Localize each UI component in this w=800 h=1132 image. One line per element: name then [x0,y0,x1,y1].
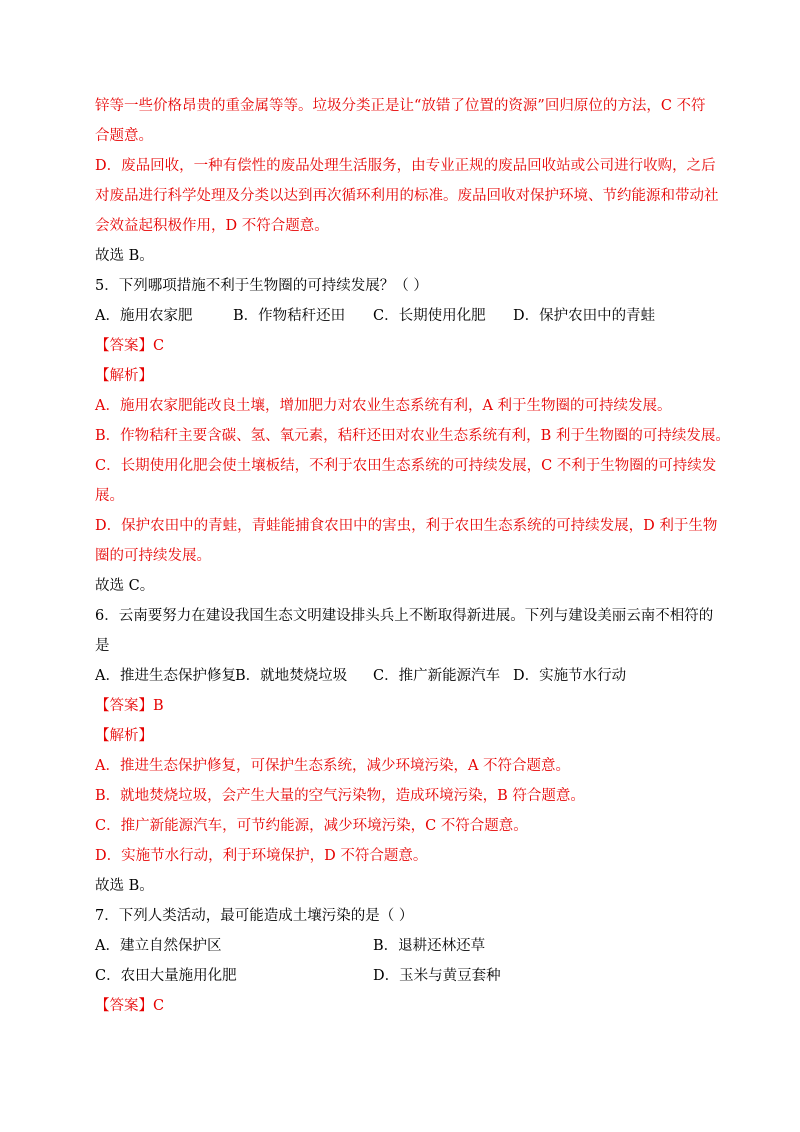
q5-analysis-line: 圈的可持续发展。 [95,548,211,564]
q5-conclusion: 故选 C。 [95,578,155,594]
q4-analysis-line: 锌等一些价格昂贵的重金属等等。垃圾分类正是让“放错了位置的资源”回归原位的方法，C 不符 [95,98,706,114]
q7-option-b: B．退耕还林还草 [373,938,486,954]
q4-analysis-line: 对废品进行科学处理及分类以达到再次循环利用的标准。废品回收对保护环境、节约能源和带动社 [95,188,719,204]
q6-options [95,666,715,686]
q7-options-row-1 [95,936,715,956]
q5-analysis-line: A．施用农家肥能改良土壤，增加肥力对农业生态系统有利，A 利于生物圈的可持续发展。 [95,398,672,414]
q7-option-c: C．农田大量施用化肥 [95,968,237,984]
q5-analysis-line: C．长期使用化肥会使土壤板结，不利于农田生态系统的可持续发展，C 不利于生物圈的可持续发 [95,458,717,474]
q6-analysis-line: B．就地焚烧垃圾，会产生大量的空气污染物，造成环境污染，B 符合题意。 [95,788,585,804]
q5-options [95,306,715,326]
q5-analysis-label: 【解析】 [95,368,153,384]
q6-conclusion: 故选 B。 [95,878,154,894]
q5-option-a: A．施用农家肥 [95,308,193,324]
q4-analysis-line: 会效益起积极作用，D 不符合题意。 [95,218,329,234]
q5-option-c: C．长期使用化肥 [373,308,486,324]
q6-option-d: D．实施节水行动 [513,668,627,684]
q6-analysis-line: D．实施节水行动，利于环境保护，D 不符合题意。 [95,848,428,864]
q4-conclusion: 故选 B。 [95,248,154,264]
q4-analysis-line: 合题意。 [95,128,153,144]
q4-analysis-line: D．废品回收，一种有偿性的废品处理生活服务，由专业正规的废品回收站或公司进行收购，之后 [95,158,716,174]
q5-analysis-line: D．保护农田中的青蛙，青蛙能捕食农田中的害虫，利于农田生态系统的可持续发展，D 利于生物 [95,518,718,534]
q7-answer: 【答案】C [95,998,165,1014]
q6-question-line: 6．云南要努力在建设我国生态文明建设排头兵上不断取得新进展。下列与建设美丽云南不相符的 [95,608,714,624]
q6-answer: 【答案】B [95,698,164,714]
q6-analysis-line: C．推广新能源汽车，可节约能源，减少环境污染，C 不符合题意。 [95,818,528,834]
q6-option-a: A．推进生态保护修复 [95,668,236,684]
q5-option-b: B．作物秸秆还田 [233,308,346,324]
q7-option-d: D．玉米与黄豆套种 [373,968,501,984]
q6-analysis-line: A．推进生态保护修复，可保护生态系统，减少环境污染，A 不符合题意。 [95,758,571,774]
q6-question-line: 是 [95,638,110,654]
q6-analysis-label: 【解析】 [95,728,153,744]
q6-option-c: C．推广新能源汽车 [373,668,501,684]
q6-option-b: B．就地焚烧垃圾 [235,668,348,684]
q7-option-a: A．建立自然保护区 [95,938,222,954]
q5-option-d: D．保护农田中的青蛙 [513,308,656,324]
q5-analysis-line: B．作物秸秆主要含碳、氢、氧元素，秸秆还田对农业生态系统有利，B 利于生物圈的可持续发展。 [95,428,730,444]
q7-question: 7．下列人类活动，最可能造成土壤污染的是（ ） [95,908,414,924]
q7-options-row-2 [95,966,715,986]
q5-answer: 【答案】C [95,338,165,354]
q5-question: 5．下列哪项措施不利于生物圈的可持续发展？（ ） [95,278,428,294]
q5-analysis-line: 展。 [95,488,124,504]
